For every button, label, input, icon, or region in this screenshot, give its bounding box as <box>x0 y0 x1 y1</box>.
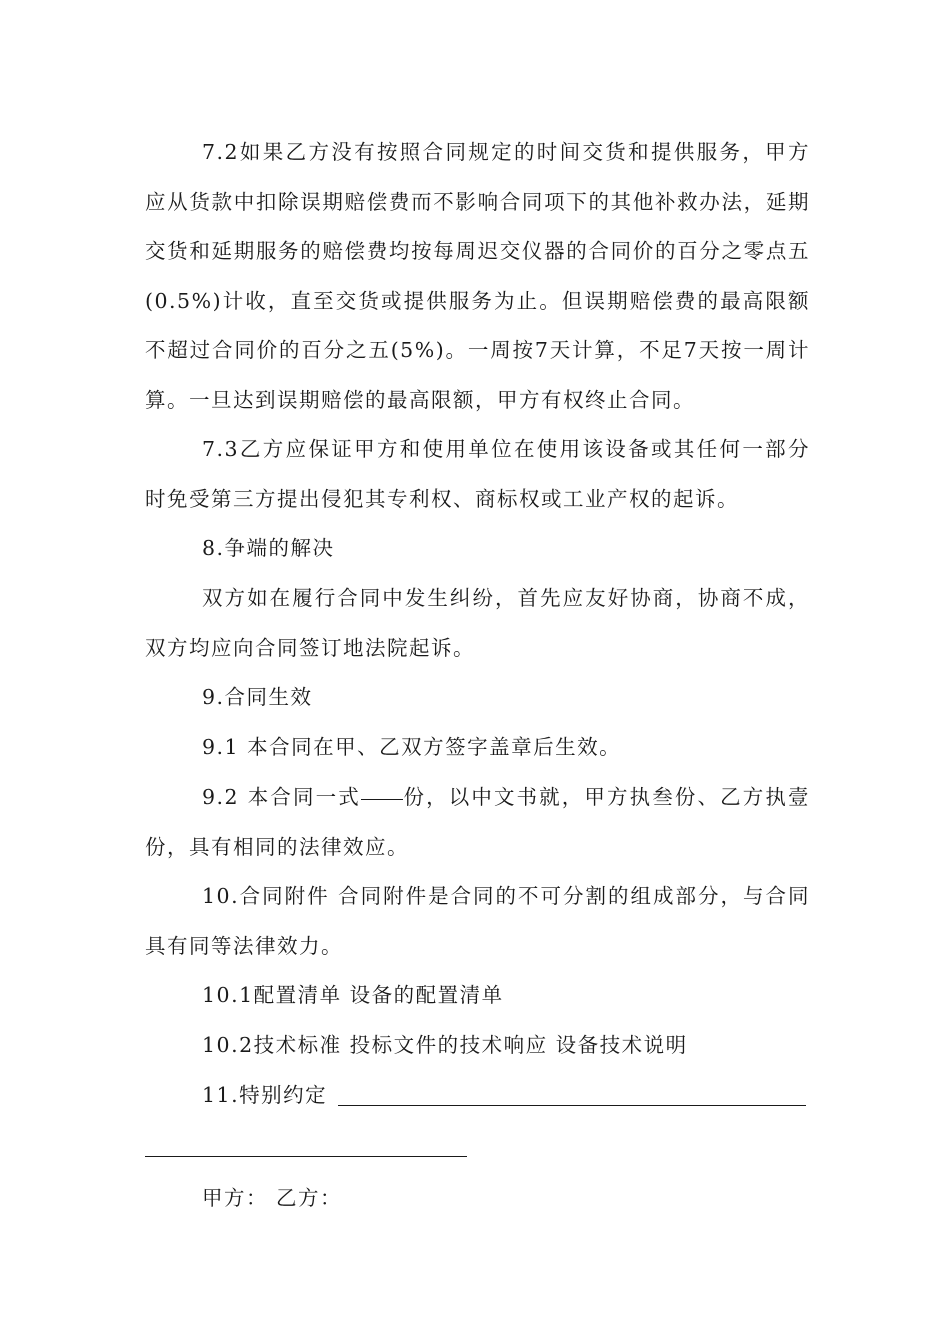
section-8-title: 8.争端的解决 <box>202 536 335 560</box>
copies-blank <box>361 798 403 800</box>
section-9-title: 9.合同生效 <box>202 685 313 709</box>
signature-row <box>202 1174 342 1224</box>
clause-7-2 <box>145 128 810 425</box>
clause-7-3-text: 7.3乙方应保证甲方和使用单位在使用该设备或其任何一部分时免受第三方提出侵犯其专利权、商标权或工业产权的起诉。 <box>145 437 810 511</box>
party-b-label: 乙方： <box>276 1186 342 1210</box>
clause-9-1: 9.1 本合同在甲、乙双方签字盖章后生效。 <box>202 735 622 759</box>
clause-7-3 <box>145 425 810 524</box>
clause-9-2 <box>145 773 810 872</box>
clause-9-2-text <box>145 773 810 872</box>
clause-9-2-after: 份，以中文书就，甲方执叁份、乙方执壹份，具有相同的法律效应。 <box>145 785 810 859</box>
clause-10-1: 10.1配置清单 设备的配置清单 <box>202 983 504 1007</box>
special-terms-line-1 <box>338 1105 806 1106</box>
section-10 <box>145 872 810 971</box>
special-terms-line-2 <box>145 1156 467 1157</box>
clause-9-2-before: 9.2 本合同一式 <box>202 785 361 809</box>
section-8-body-text: 双方如在履行合同中发生纠纷，首先应友好协商，协商不成，双方均应向合同签订地法院起诉。 <box>145 586 810 660</box>
clause-10-2: 10.2技术标准 投标文件的技术响应 设备技术说明 <box>202 1033 688 1057</box>
section-10-text: 10.合同附件 合同附件是合同的不可分割的组成部分，与合同具有同等法律效力。 <box>145 884 810 958</box>
section-8-body <box>145 574 810 673</box>
section-11-title: 11.特别约定 <box>202 1083 328 1107</box>
party-a-label: 甲方： <box>202 1186 268 1210</box>
clause-7-2-text: 7.2如果乙方没有按照合同规定的时间交货和提供服务，甲方应从货款中扣除误期赔偿费而不影响合同项下的其他补救办法，延期交货和延期服务的赔偿费均按每周迟交仪器的合同价的百分之零点五(0.5%)计收，直至交货或提供服务为止。但误期赔偿费的最高限额不超过合同价的百分之五(5%)。一周按7天计算，不足7天按一周计算。一旦达到误期赔偿的最高限额，甲方有权终止合同。 <box>145 140 810 412</box>
